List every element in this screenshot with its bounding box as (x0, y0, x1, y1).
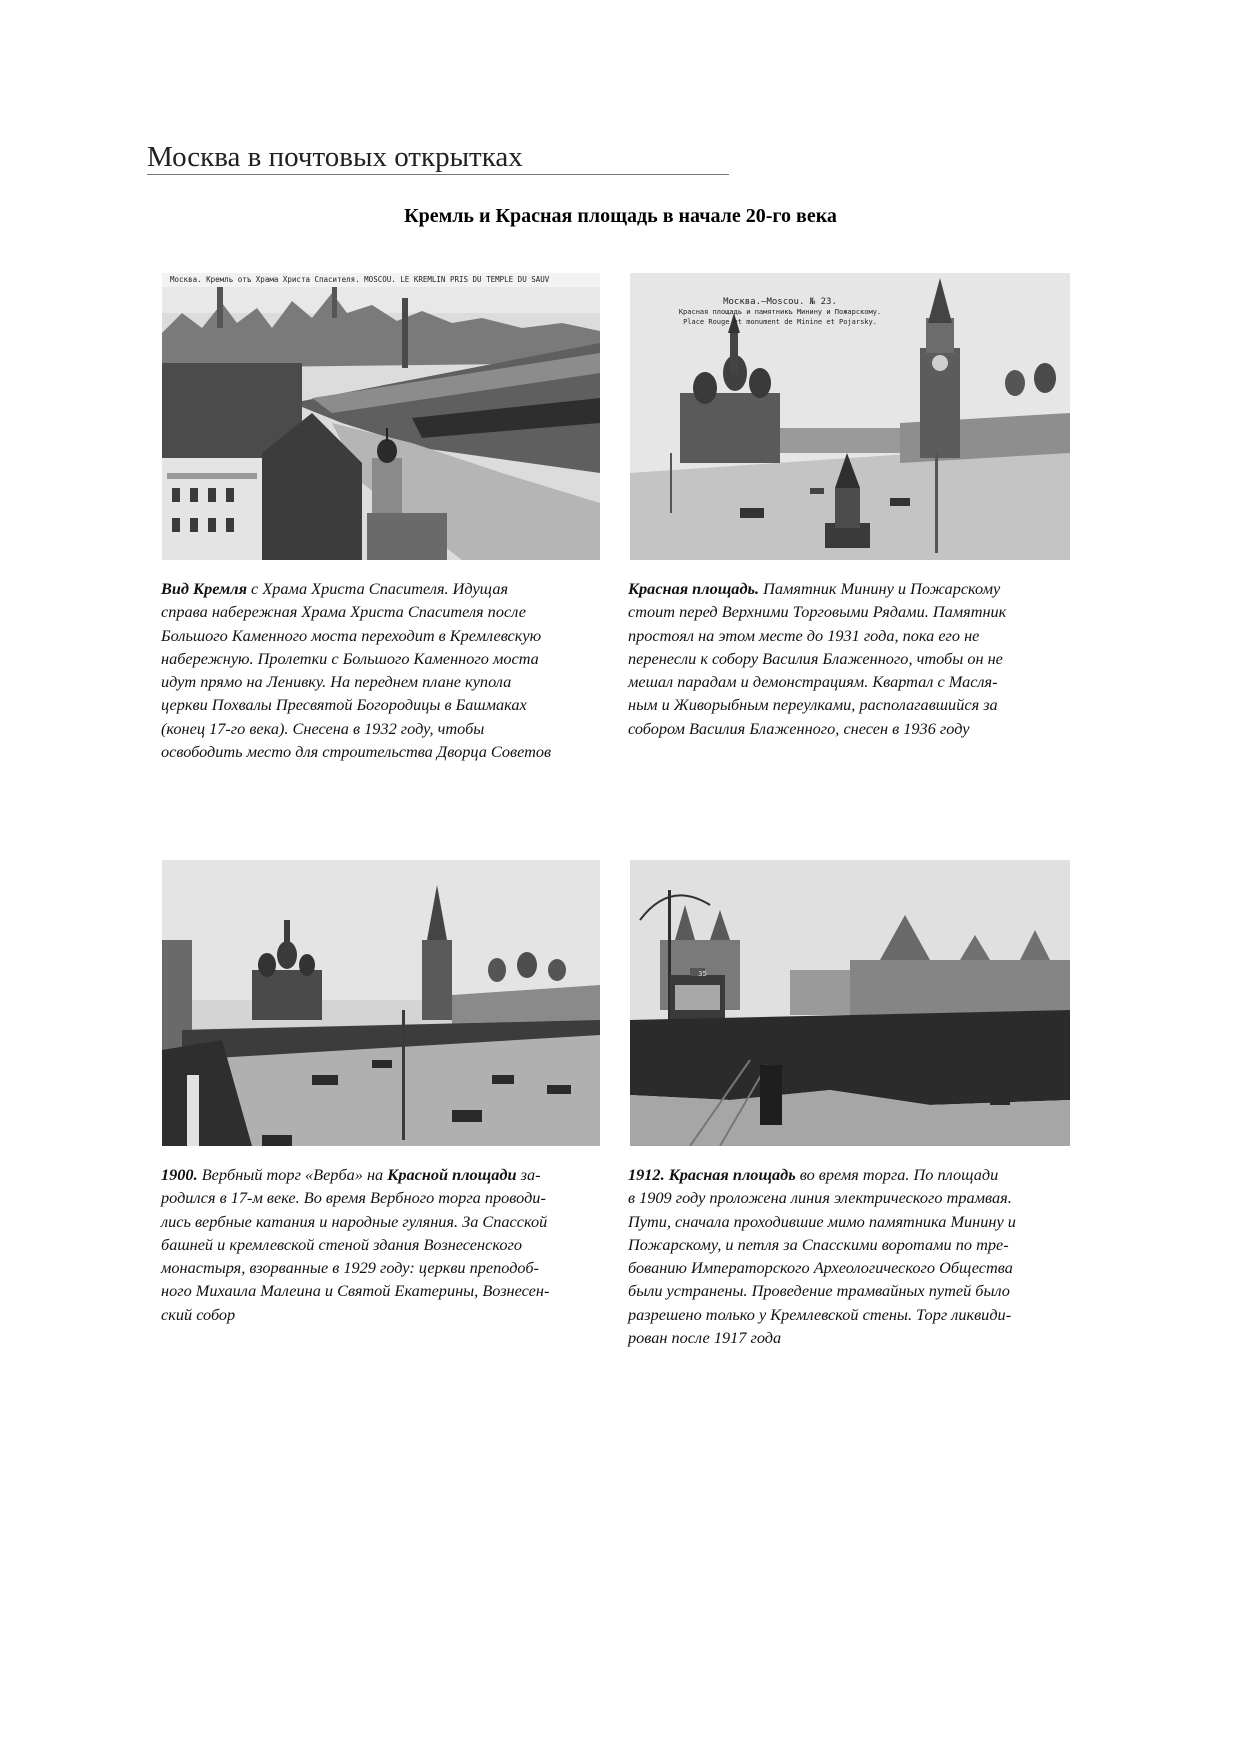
page-subtitle: Кремль и Красная площадь в начале 20-го века (404, 205, 837, 227)
caption-red-square-tram (628, 1163, 1078, 1349)
verba-market-illustration (162, 860, 600, 1146)
caption-red-square-monument (628, 577, 1078, 740)
postcard-photo-verba-market (162, 860, 600, 1146)
postcard-photo-caption-label (660, 297, 900, 327)
page-header (147, 140, 729, 174)
caption-line: простоял на этом месте до 1931 года, пока его не (628, 625, 980, 645)
caption-line: ного Михаила Малеина и Святой Екатерины, Вознесен- (161, 1281, 550, 1301)
caption-lead: 1912. Красная площадь (628, 1165, 796, 1184)
caption-line: освободить место для строительства Дворца Советов (161, 742, 552, 762)
caption-line: стоит перед Верхними Торговыми Рядами. Памятник (628, 602, 1007, 622)
section-title: Москва в почтовых открытках (147, 141, 523, 173)
caption-text: с Храма Христа Спасителя. Идущая (246, 579, 509, 598)
caption-line: церкви Похвалы Пресвятой Богородицы в Башмаках (161, 695, 527, 715)
caption-line: идут прямо на Ленивку. На переднем плане купола (161, 672, 512, 692)
photo-label-line-2: Красная площадь и памятникъ Минину и Пожарскому. (678, 308, 882, 316)
caption-line: рован после 1917 года (628, 1328, 782, 1348)
postcard-photo-kremlin-view (162, 273, 600, 560)
caption-line: были устранены. Проведение трамвайных путей было (628, 1281, 1010, 1301)
caption-line: перенесли к собору Василия Блаженного, чтобы он не (628, 648, 1003, 668)
caption-line: бованию Императорского Археологического Общества (628, 1258, 1013, 1278)
caption-line (161, 1163, 611, 1186)
caption-line: справа набережная Храма Христа Спасителя после (161, 602, 526, 622)
caption-text: Памятник Минину и Пожарскому (759, 579, 1001, 598)
caption-line: разрешено только у Кремлевской стены. Торг ликвиди- (628, 1304, 1012, 1324)
caption-line: Пути, сначала проходившие мимо памятника Минину и (628, 1211, 1016, 1231)
caption-line (628, 577, 1078, 600)
caption-line: мешал парадам и демонстрациям. Квартал с Масля- (628, 672, 998, 692)
red-square-tram-illustration (630, 860, 1070, 1146)
caption-line: Пожарскому, и петля за Спасскими воротами по тре- (628, 1234, 1009, 1254)
caption-text-tail: за- (516, 1165, 541, 1184)
caption-bold-place: Красной площади (387, 1165, 517, 1184)
caption-lead: Вид Кремля (161, 579, 247, 598)
postcard-photo-red-square-tram (630, 860, 1070, 1146)
caption-line: Большого Каменного моста переходит в Кремлевскую (161, 625, 542, 645)
header-rule (147, 174, 729, 175)
caption-line: (конец 17-го века). Снесена в 1932 году, чтобы (161, 718, 485, 738)
tram-number: 35 (698, 970, 707, 978)
photo-label-line-3: Place Rouge et monument de Minine et Pojarsky. (683, 318, 877, 326)
postcard-photo-red-square-monument (630, 273, 1070, 560)
caption-line: набережную. Пролетки с Большого Каменного моста (161, 648, 539, 668)
caption-verba-market (161, 1163, 611, 1326)
caption-kremlin-view (161, 577, 611, 763)
photo-label-line-1: Москва.—Moscou. № 23. (723, 297, 837, 307)
caption-line: лись вербные катания и народные гуляния. За Спасской (161, 1211, 548, 1231)
caption-text: Вербный торг «Верба» на (197, 1165, 388, 1184)
caption-line: башней и кремлевской стеной здания Вознесенского (161, 1234, 522, 1254)
caption-line: собором Василия Блаженного, снесен в 1936 году (628, 718, 970, 738)
caption-line: в 1909 году проложена линия электрического трамвая. (628, 1188, 1012, 1208)
caption-line (628, 1163, 1078, 1186)
caption-line: ным и Живорыбным переулками, располагавшийся за (628, 695, 998, 715)
caption-lead: 1900. (161, 1165, 198, 1184)
caption-line: ский собор (161, 1304, 236, 1324)
kremlin-view-illustration (162, 273, 600, 560)
caption-line: монастыря, взорванные в 1929 году: церкви преподоб- (161, 1258, 539, 1278)
caption-text: во время торга. По площади (795, 1165, 999, 1184)
caption-lead: Красная площадь. (628, 579, 760, 598)
postcard-photo-label: Москва. Кремль отъ Храма Христа Спасителя. MOSCOU. LE KREMLIN PRIS DU TEMPLE DU SAUV (170, 275, 550, 284)
caption-line: родился в 17-м веке. Во время Вербного торга проводи- (161, 1188, 546, 1208)
caption-line (161, 577, 611, 600)
